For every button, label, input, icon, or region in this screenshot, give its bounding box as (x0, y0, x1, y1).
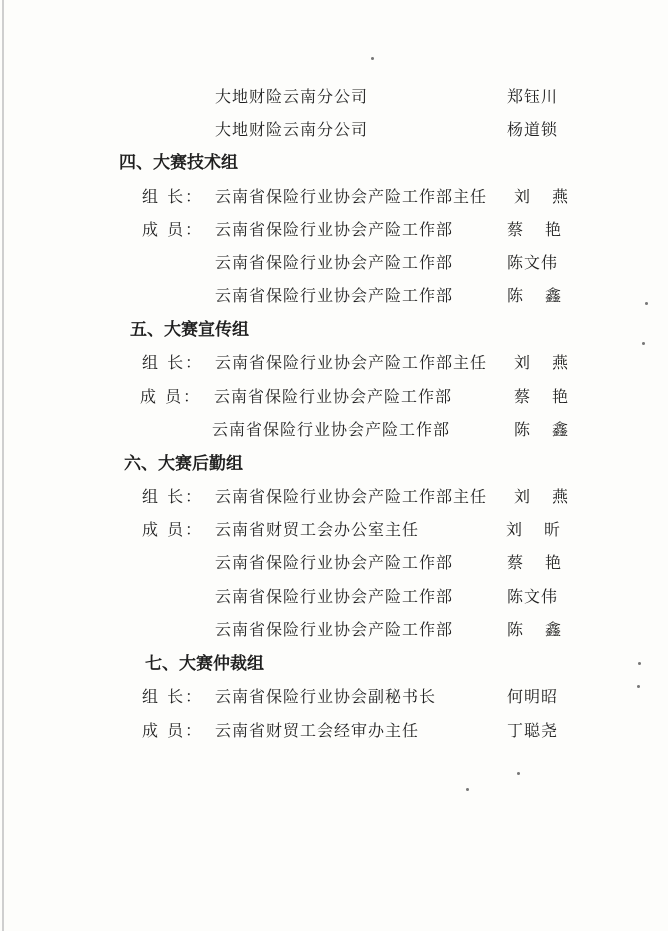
scan-speck (466, 788, 469, 791)
role-label: 成 员： (142, 721, 204, 740)
person-name: 刘燕 (514, 187, 591, 206)
person-name: 蔡艳 (507, 553, 584, 572)
organization: 云南省保险行业协会产险工作部 (215, 253, 454, 272)
person-name: 陈文伟 (507, 253, 559, 272)
role-label: 组 长： (142, 487, 204, 506)
person-name: 何明昭 (507, 687, 559, 706)
person-name: 陈鑫 (507, 620, 584, 639)
organization: 云南省保险行业协会产险工作部主任 (215, 187, 488, 206)
organization: 云南省保险行业协会产险工作部 (215, 286, 454, 305)
role-label: 组 长： (142, 187, 204, 206)
organization: 云南省保险行业协会产险工作部 (215, 220, 454, 239)
organization: 云南省财贸工会经审办主任 (215, 721, 420, 740)
organization: 云南省保险行业协会产险工作部 (215, 553, 454, 572)
person-name: 陈鑫 (514, 420, 591, 439)
role-label: 组 长： (142, 687, 204, 706)
person-name: 刘燕 (514, 487, 591, 506)
person-name: 蔡艳 (514, 387, 591, 406)
organization: 云南省财贸工会办公室主任 (215, 520, 420, 539)
scan-speck (371, 57, 374, 60)
person-name: 刘昕 (506, 520, 583, 539)
organization: 云南省保险行业协会产险工作部主任 (215, 487, 488, 506)
scan-speck (517, 772, 520, 775)
organization: 云南省保险行业协会产险工作部主任 (215, 353, 488, 372)
organization: 云南省保险行业协会产险工作部 (214, 387, 453, 406)
role-label: 成 员： (142, 520, 204, 539)
person-name: 郑钰川 (507, 87, 559, 106)
person-name: 丁聪尧 (507, 721, 559, 740)
section-heading: 四、大赛技术组 (119, 153, 238, 173)
section-heading: 五、大赛宣传组 (130, 320, 249, 340)
organization: 云南省保险行业协会产险工作部 (215, 620, 454, 639)
person-name: 陈文伟 (507, 587, 559, 606)
person-name: 陈鑫 (507, 286, 584, 305)
role-label: 成 员： (142, 220, 204, 239)
role-label: 组 长： (142, 353, 204, 372)
section-heading: 六、大赛后勤组 (124, 454, 243, 474)
organization: 云南省保险行业协会副秘书长 (215, 687, 437, 706)
scan-speck (645, 302, 648, 305)
scan-speck (642, 342, 645, 345)
scan-speck (637, 685, 640, 688)
section-heading: 七、大赛仲裁组 (145, 654, 264, 674)
person-name: 杨道锁 (507, 120, 559, 139)
scan-speck (638, 662, 641, 665)
role-label: 成 员： (140, 387, 202, 406)
scan-edge-line (2, 0, 4, 931)
person-name: 蔡艳 (507, 220, 584, 239)
person-name: 刘燕 (514, 353, 591, 372)
organization: 大地财险云南分公司 (215, 87, 369, 106)
organization: 云南省保险行业协会产险工作部 (212, 420, 451, 439)
organization: 大地财险云南分公司 (215, 120, 369, 139)
organization: 云南省保险行业协会产险工作部 (215, 587, 454, 606)
